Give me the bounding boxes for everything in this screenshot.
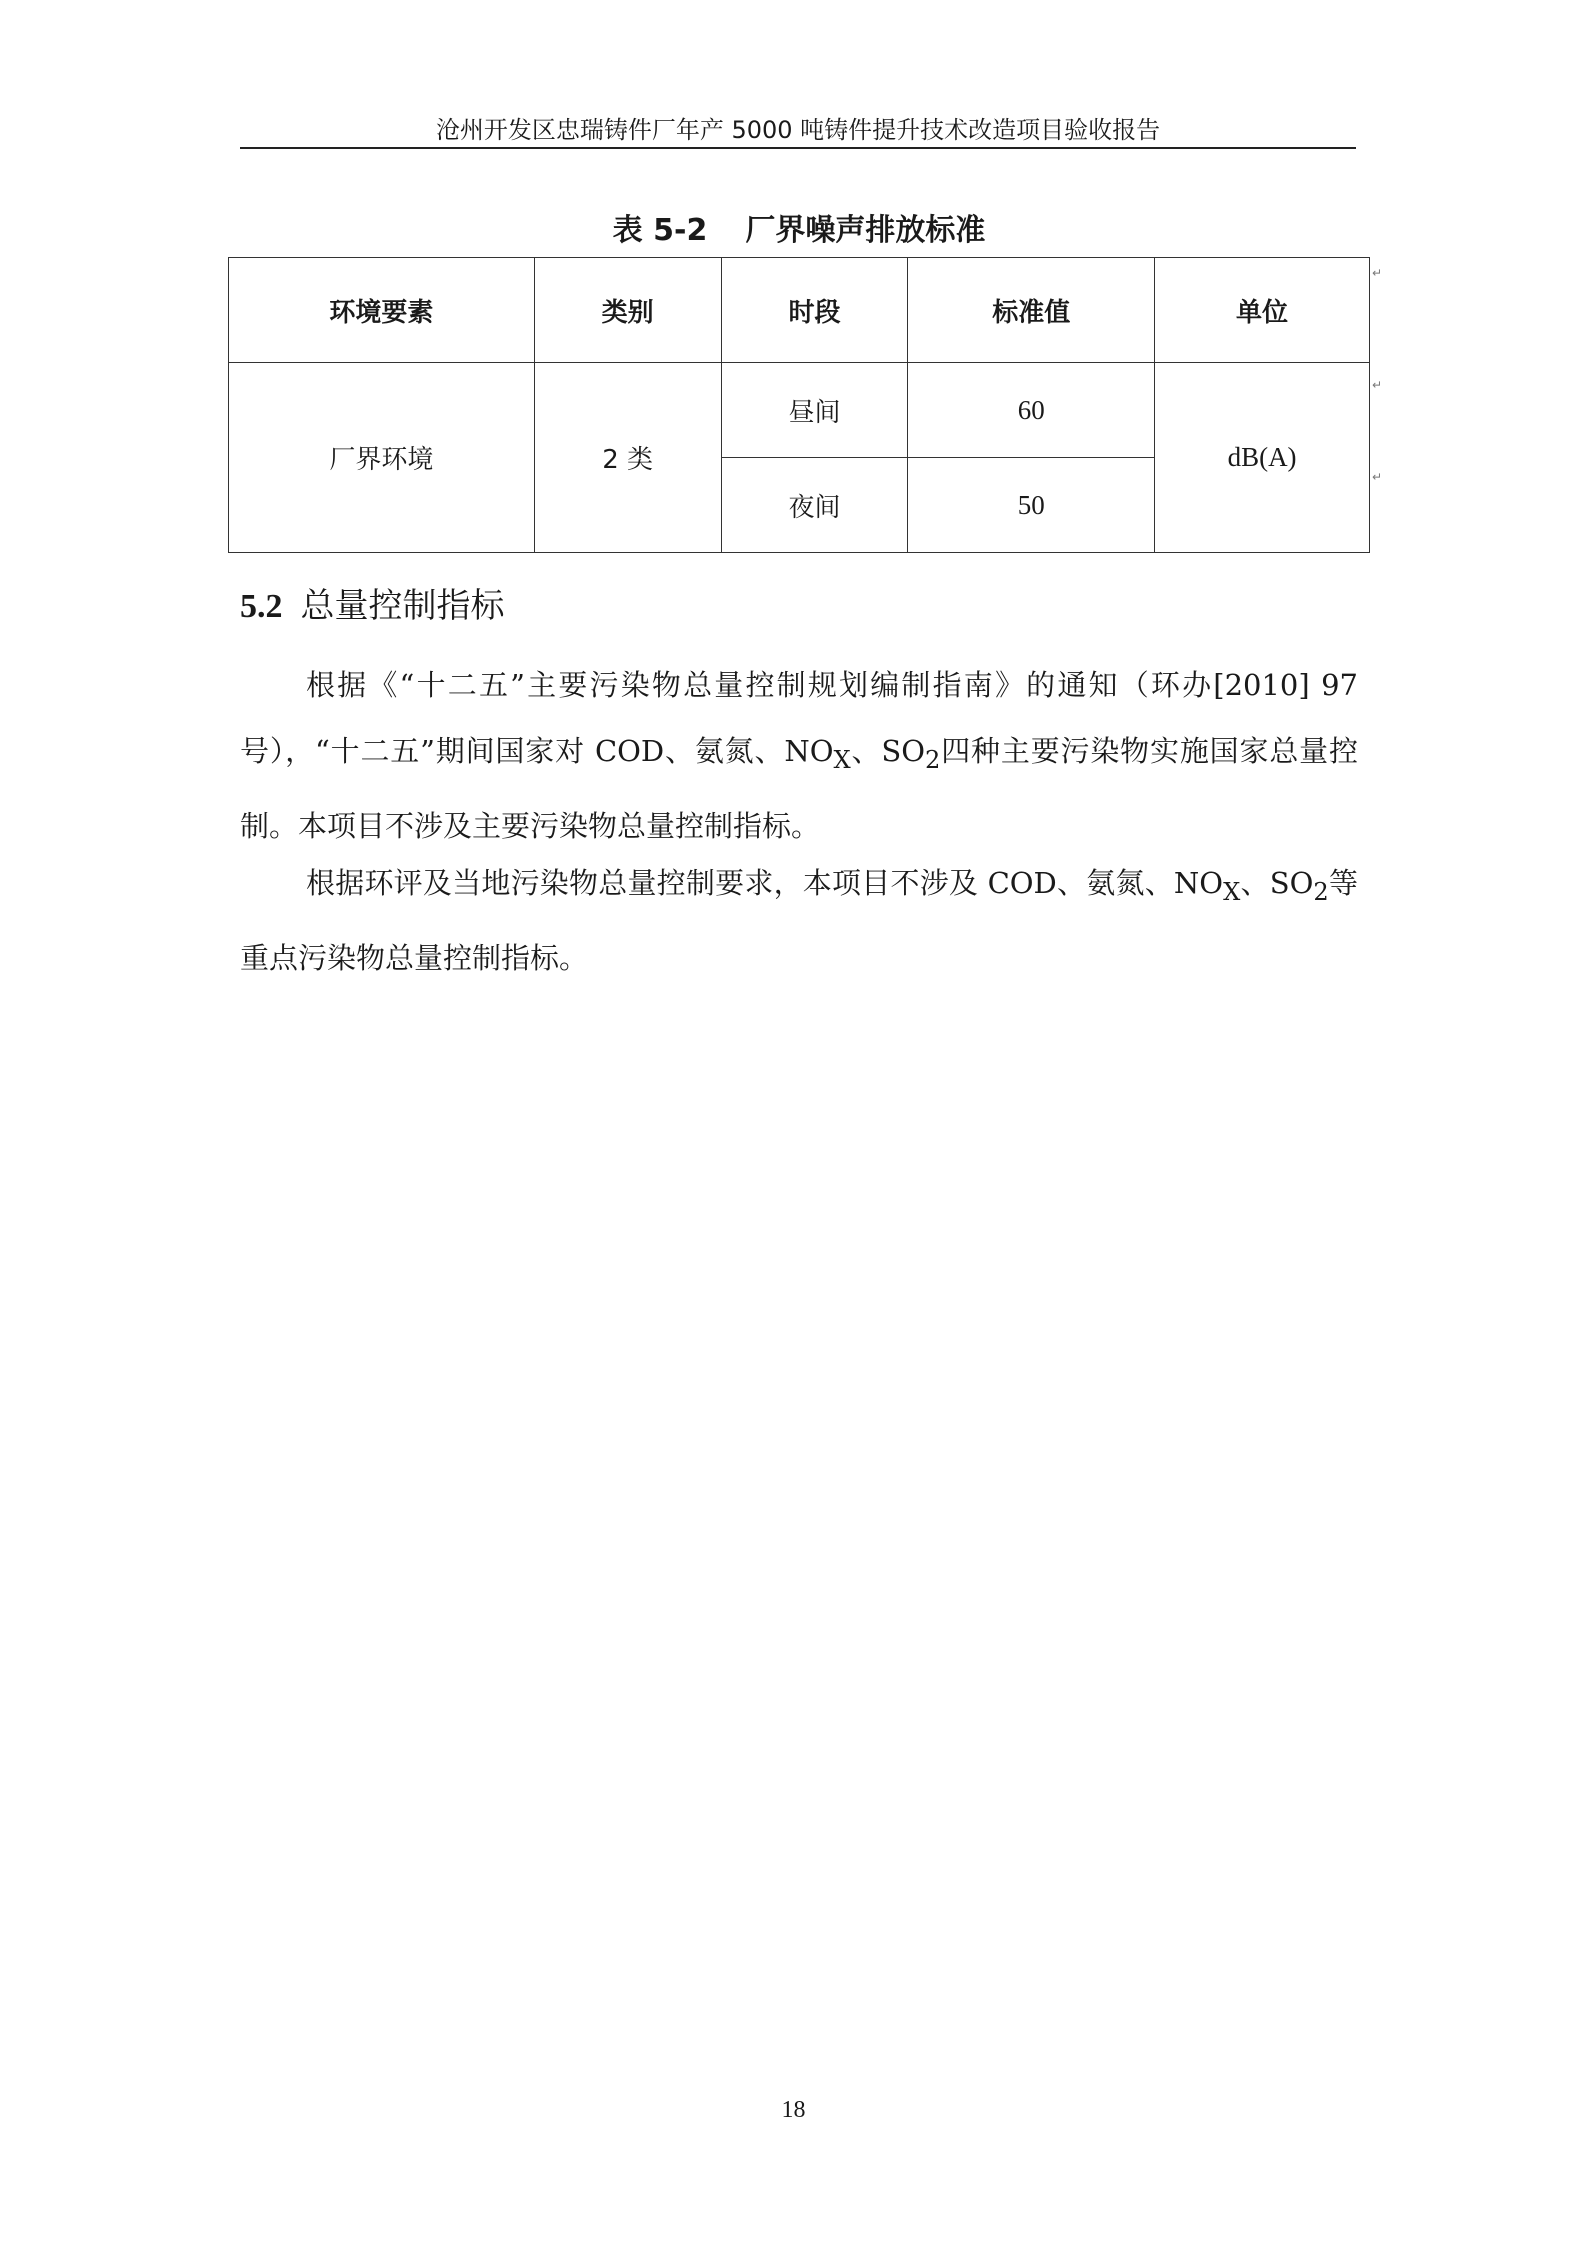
unit-cell: dB(A) (1155, 363, 1370, 553)
return-mark: ↵ (1372, 470, 1383, 484)
element-cell: 厂界环境 (229, 363, 535, 553)
section-heading (240, 578, 505, 627)
subscript: 2 (925, 745, 941, 774)
section-title: 总量控制指标 (300, 586, 505, 626)
paragraph-text: 、SO (1240, 866, 1314, 900)
header-cell: 环境要素 (229, 258, 535, 363)
category-cell: 2 类 (534, 363, 721, 553)
paragraph-text: 根据环评及当地污染物总量控制要求，本项目不涉及 COD、氨氮、NO (306, 866, 1224, 900)
table-row (229, 363, 1370, 458)
return-mark: ↵ (1372, 378, 1383, 392)
table-header-row (229, 258, 1370, 363)
value-cell: 60 (908, 363, 1155, 458)
value-cell: 50 (908, 458, 1155, 553)
subscript: 2 (1313, 877, 1329, 906)
return-mark: ↵ (1372, 266, 1383, 280)
subscript: X (833, 745, 851, 774)
header-cell: 时段 (721, 258, 908, 363)
running-header: 沧州开发区忠瑞铸件厂年产 5000 吨铸件提升技术改造项目验收报告 (435, 116, 1161, 144)
page-number: 18 (781, 2097, 806, 2123)
subscript: X (1223, 877, 1241, 906)
header-cell: 标准值 (908, 258, 1155, 363)
paragraph-text: 等重点污染物总量控制指标。 (240, 866, 1358, 975)
body-paragraph (240, 652, 1358, 859)
body-paragraph (240, 850, 1358, 991)
table-caption-number: 表 5-2 (612, 213, 708, 248)
header-cell: 类别 (534, 258, 721, 363)
period-cell: 夜间 (721, 458, 908, 553)
noise-standard-table (228, 257, 1370, 553)
period-cell: 昼间 (721, 363, 908, 458)
header-cell: 单位 (1155, 258, 1370, 363)
paragraph-text: 根据《“十二五”主要污染物总量控制规划编制指南》的通知（环办[2010] 97号），“十二五”期间国家对 COD、氨氮、NO (240, 668, 1358, 768)
header-rule (240, 147, 1356, 149)
paragraph-text: 、SO (850, 734, 925, 768)
table-caption (228, 205, 1370, 249)
section-number: 5.2 (240, 588, 283, 625)
table-caption-title: 厂界噪声排放标准 (745, 213, 986, 248)
paragraph-text: 四种主要污染物实施国家总量控制。本项目不涉及主要污染物总量控制指标。 (240, 734, 1358, 843)
